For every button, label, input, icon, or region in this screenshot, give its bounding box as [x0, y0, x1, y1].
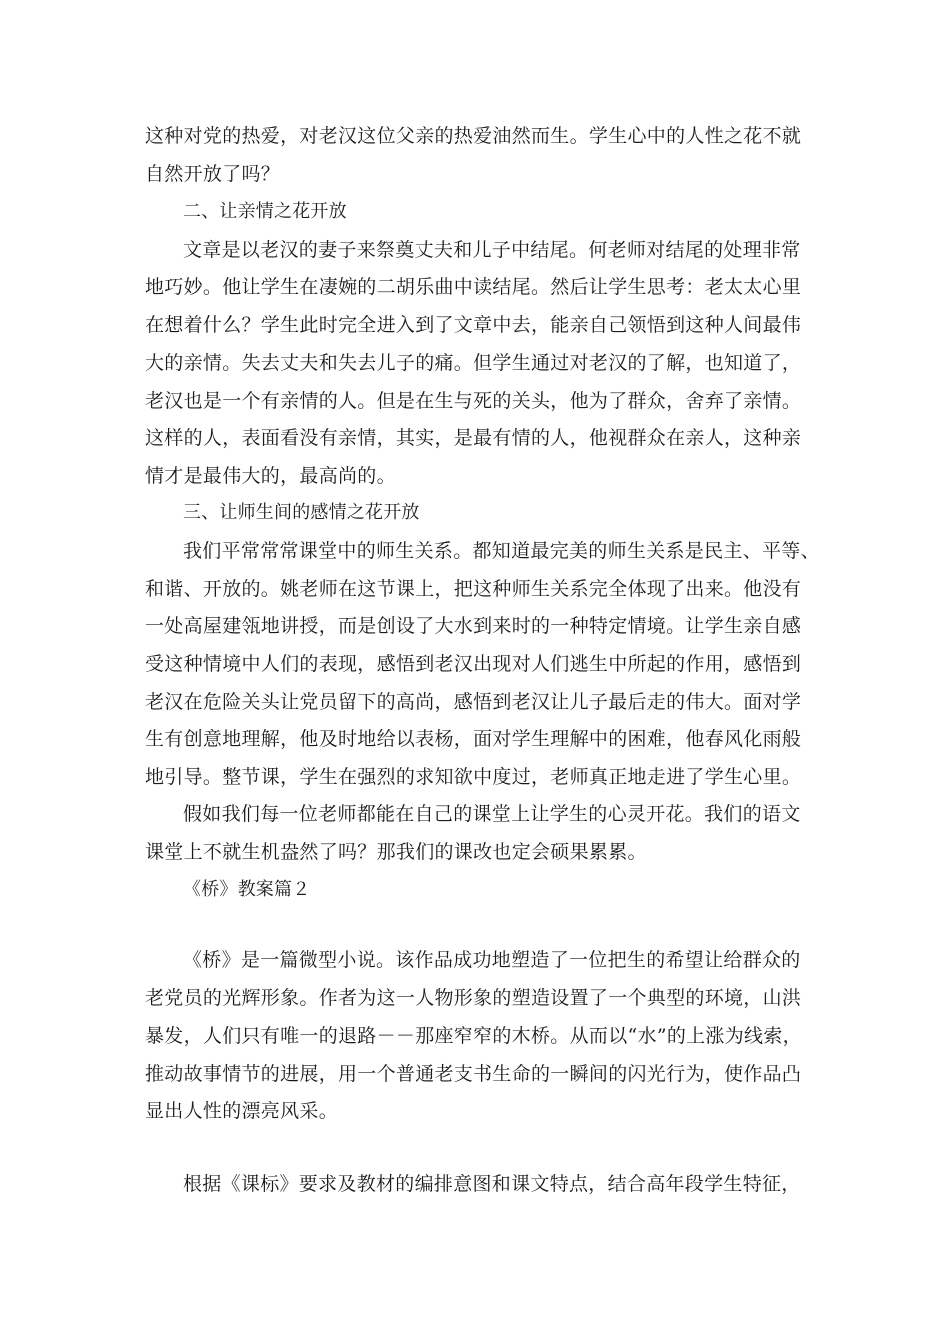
paragraph-line: 受这种情境中人们的表现，感悟到老汉出现对人们逃生中所起的作用，感悟到	[145, 653, 802, 675]
paragraph-line: 大的亲情。失去丈夫和失去儿子的痛。但学生通过对老汉的了解，也知道了，	[145, 352, 802, 374]
paragraph-line: 地巧妙。他让学生在凄婉的二胡乐曲中读结尾。然后让学生思考：老太太心里	[145, 276, 802, 298]
paragraph-line: 这种对党的热爱，对老汉这位父亲的热爱油然而生。学生心中的人性之花不就	[145, 125, 802, 147]
paragraph-line: 在想着什么？学生此时完全进入到了文章中去，能亲自己领悟到这种人间最伟	[145, 314, 802, 336]
paragraph-line: 《桥》是一篇微型小说。该作品成功地塑造了一位把生的希望让给群众的	[183, 949, 801, 971]
paragraph-line: 情才是最伟大的，最高尚的。	[145, 465, 396, 487]
paragraph-line: 这样的人，表面看没有亲情，其实，是最有情的人，他视群众在亲人，这种亲	[145, 427, 802, 449]
paragraph-line: 我们平常常常课堂中的师生关系。都知道最完美的师生关系是民主、平等、	[183, 540, 820, 562]
paragraph-line: 假如我们每一位老师都能在自己的课堂上让学生的心灵开花。我们的语文	[183, 803, 801, 825]
section-heading: 二、让亲情之花开放	[183, 201, 347, 222]
paragraph-line: 生有创意地理解，他及时地给以表杨，面对学生理解中的困难，他春风化雨般	[145, 728, 802, 750]
paragraph-line: 一处高屋建瓴地讲授，而是创设了大水到来时的一种特定情境。让学生亲自感	[145, 615, 802, 637]
paragraph-line: 文章是以老汉的妻子来祭奠丈夫和儿子中结尾。何老师对结尾的处理非常	[183, 239, 801, 261]
paragraph-line: 老汉在危险关头让党员留下的高尚，感悟到老汉让儿子最后走的伟大。面对学	[145, 691, 802, 713]
paragraph-line: 推动故事情节的进展，用一个普通老支书生命的一瞬间的闪光行为，使作品凸	[145, 1063, 802, 1085]
paragraph-line: 根据《课标》要求及教材的编排意图和课文特点，结合高年段学生特征，	[183, 1173, 801, 1195]
paragraph-line: 自然开放了吗？	[145, 163, 281, 185]
paragraph-line: 暴发，人们只有唯一的退路－－那座窄窄的木桥。从而以“水”的上涨为线索，	[145, 1025, 802, 1047]
paragraph-line: 老党员的光辉形象。作者为这一人物形象的塑造设置了一个典型的环境，山洪	[145, 987, 802, 1009]
section-heading: 三、让师生间的感情之花开放	[183, 502, 420, 523]
paragraph-line: 课堂上不就生机盎然了吗？那我们的课改也定会硕果累累。	[145, 841, 647, 863]
paragraph-line: 老汉也是一个有亲情的人。但是在生与死的关头，他为了群众，舍弃了亲情。	[145, 390, 802, 412]
paragraph-line: 和谐、开放的。姚老师在这节课上，把这种师生关系完全体现了出来。他没有	[145, 578, 802, 600]
section-heading: 《桥》教案篇２	[183, 879, 311, 900]
paragraph-line: 地引导。整节课，学生在强烈的求知欲中度过，老师真正地走进了学生心里。	[145, 766, 802, 788]
paragraph-line: 显出人性的漂亮风采。	[145, 1100, 339, 1122]
